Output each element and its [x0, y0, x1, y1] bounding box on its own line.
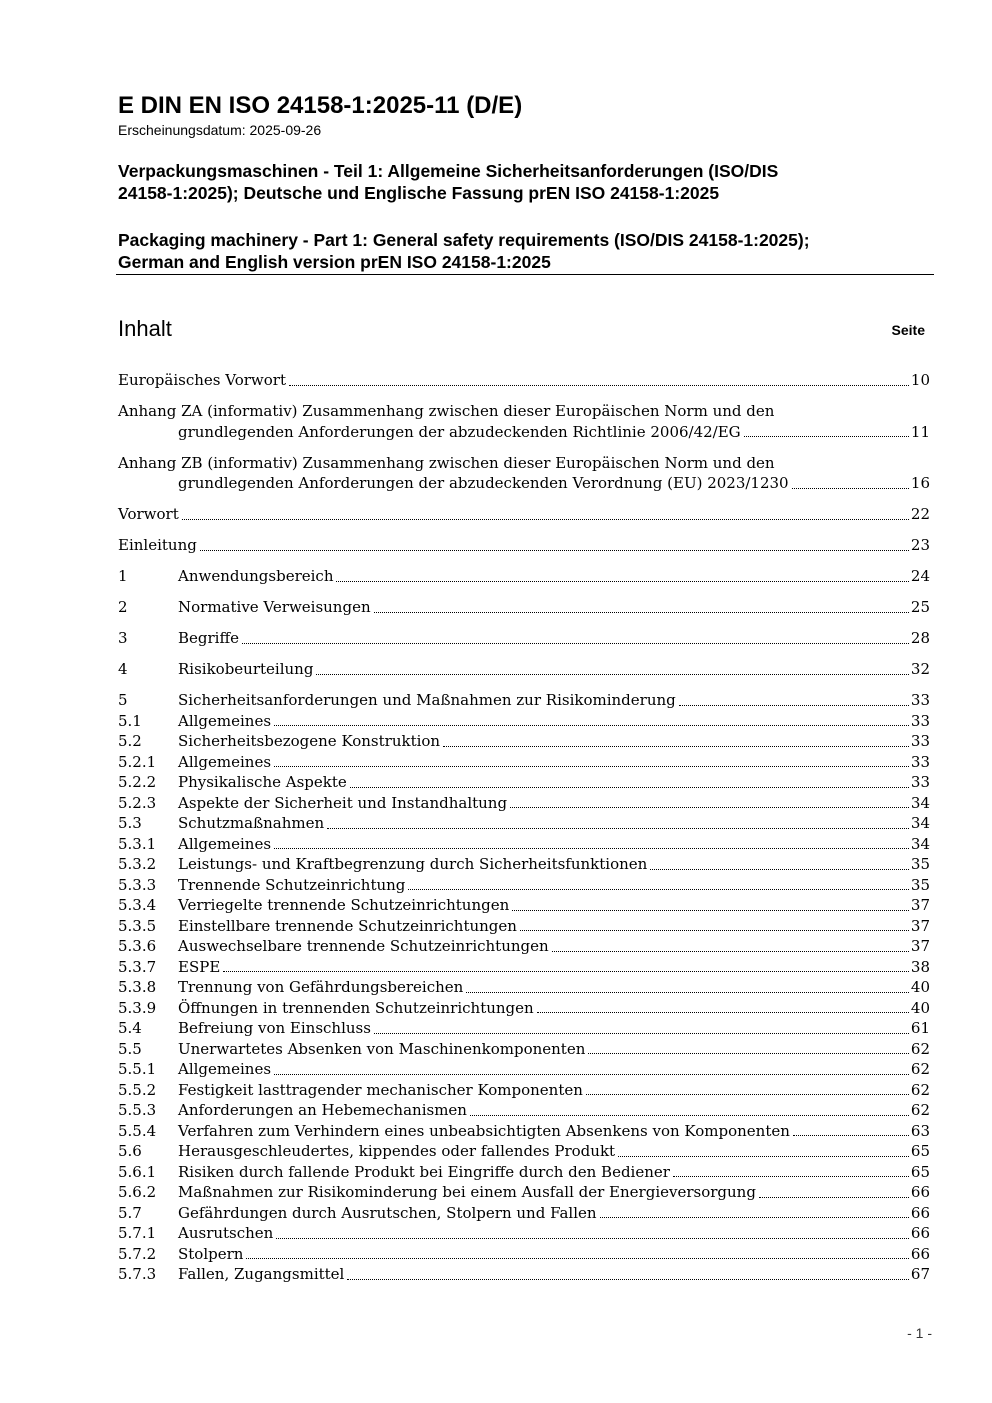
annex-zb-line-1: Anhang ZB (informativ) Zusammenhang zwischen dieser Europäischen Norm und den [118, 453, 775, 472]
toc-entry-number: 5.3.5 [118, 916, 157, 935]
toc-entry-number: 5.2.3 [118, 793, 157, 812]
toc-entry-title: Gefährdungen durch Ausrutschen, Stolpern und Fallen [178, 1203, 597, 1222]
toc-entry-title: Fallen, Zugangsmittel [178, 1265, 345, 1283]
toc-entry[interactable] [118, 793, 930, 814]
toc-entry-title: Öffnungen in trennenden Schutzeinrichtungen [178, 998, 534, 1017]
toc-entry-page: 35 [910, 855, 930, 873]
title-english-line-1: Packaging machinery - Part 1: General safety requirements (ISO/DIS 24158-1:2025); [118, 230, 810, 250]
toc-leader-dots [274, 766, 909, 767]
title-english-line-2: German and English version prEN ISO 24158-1:2025 [118, 252, 551, 272]
toc-leader-dots [537, 1012, 909, 1013]
toc-entry-page: 62 [910, 1060, 930, 1078]
toc-entry-number: 5.3.1 [118, 834, 157, 853]
toc-leader-dots [588, 1053, 909, 1054]
toc-entry[interactable] [118, 1039, 930, 1060]
toc-entry-number: 5.2.2 [118, 773, 157, 791]
annex-za-line-2: grundlegenden Anforderungen der abzudeckenden Richtlinie 2006/42/EG [178, 422, 741, 441]
toc-entry-page: 28 [910, 629, 930, 647]
toc-leader-dots [347, 1279, 909, 1280]
toc-leader-dots [600, 1217, 909, 1218]
toc-entry[interactable] [118, 711, 930, 732]
toc-leader-dots [673, 1176, 909, 1177]
toc-entry-page: 33 [910, 752, 930, 771]
toc-entry-number: 5.3.4 [118, 896, 157, 914]
toc-leader-dots [374, 1033, 909, 1034]
toc-entry-page: 33 [910, 732, 930, 750]
toc-entry[interactable] [118, 1182, 930, 1203]
toc-entry[interactable] [118, 1080, 930, 1101]
toc-entry[interactable] [118, 957, 930, 978]
toc-leader-dots [618, 1156, 909, 1157]
toc-entry-title: Verriegelte trennende Schutzeinrichtungen [178, 896, 510, 914]
toc-leader-dots [276, 1238, 909, 1239]
toc-entry[interactable] [118, 1203, 930, 1224]
toc-entry-number: 5.5.2 [118, 1080, 157, 1099]
toc-entry-number: 5.7.3 [118, 1265, 157, 1283]
toc-entry-number: 5.6 [118, 1142, 142, 1160]
toc-leader-dots [246, 1258, 908, 1259]
toc-entry-page: 66 [910, 1224, 930, 1242]
toc-entry-number: 5.6.1 [118, 1162, 157, 1181]
publication-date: Erscheinungsdatum: 2025-09-26 [118, 122, 322, 138]
toc-leader-dots [274, 848, 909, 849]
toc-entry-title: Schutzmaßnahmen [178, 814, 325, 832]
toc-entry-number: 5.3.7 [118, 957, 157, 976]
toc-entry-title: Festigkeit lasttragender mechanischer Komponenten [178, 1080, 583, 1099]
toc-entry[interactable] [118, 998, 930, 1019]
toc-entry-title: Risikobeurteilung [178, 660, 314, 678]
toc-leader-dots [350, 787, 909, 788]
toc-entry-page: 62 [910, 1080, 930, 1099]
toc-entry-page: 34 [910, 814, 930, 832]
toc-entry[interactable] [118, 1141, 930, 1162]
toc-leader-dots [242, 643, 909, 644]
toc-heading: Inhalt [118, 316, 172, 341]
toc-entry-title: Allgemeines [178, 1060, 272, 1078]
toc-entry-number: 5.5.1 [118, 1060, 157, 1078]
toc-entry[interactable] [118, 1223, 930, 1244]
toc-entry-title: Allgemeines [178, 711, 272, 730]
toc-leader-dots [470, 1115, 909, 1116]
toc-entry[interactable] [118, 1100, 930, 1121]
toc-entry-number: 1 [118, 567, 128, 585]
toc-leader-dots [374, 612, 909, 613]
toc-leader-dots [336, 581, 908, 582]
toc-entry-number: 5.2 [118, 732, 142, 750]
toc-entry-page: 66 [910, 1183, 930, 1201]
toc-entry-number: 5.4 [118, 1019, 142, 1037]
toc-entry-number: 5.3.8 [118, 978, 157, 996]
toc-entry-number: 5.7.1 [118, 1224, 157, 1242]
toc-entry-number: 3 [118, 629, 128, 647]
toc-entry-title: Normative Verweisungen [178, 598, 371, 616]
toc-entry-number: 5.6.2 [118, 1183, 157, 1201]
toc-leader-dots [274, 725, 909, 726]
toc-entry-page: 66 [910, 1244, 930, 1263]
toc-leader-dots [443, 746, 909, 747]
toc-entry[interactable] [118, 916, 930, 937]
toc-entry-number: 5.5.3 [118, 1101, 157, 1119]
toc-entry-page: 65 [910, 1142, 930, 1160]
toc-entry[interactable] [118, 1059, 930, 1080]
toc-leader-dots [316, 674, 908, 675]
toc-entry-page: 33 [910, 691, 930, 709]
toc-leader-dots [512, 910, 909, 911]
toc-entry-number: 5.7.2 [118, 1244, 157, 1263]
toc-entry-title: Maßnahmen zur Risikominderung bei einem Ausfall der Energieversorgung [178, 1183, 756, 1201]
toc-entry-title: Einstellbare trennende Schutzeinrichtungen [178, 916, 517, 935]
toc-entry-title: Sicherheitsanforderungen und Maßnahmen zur Risikominderung [178, 691, 676, 709]
toc-entry-title: Anwendungsbereich [178, 567, 334, 585]
toc-entry-title: Unerwartetes Absenken von Maschinenkomponenten [178, 1039, 586, 1058]
toc-entry-page: 11 [910, 422, 930, 441]
toc-entry-page: 40 [910, 998, 930, 1017]
toc-entry-annex-za[interactable] [118, 401, 930, 442]
toc-entry-title: Einleitung [118, 536, 197, 554]
toc-entry[interactable] [118, 1121, 930, 1142]
toc-entry-number: 5.1 [118, 711, 142, 730]
document-id: E DIN EN ISO 24158-1:2025-11 (D/E) [118, 92, 523, 119]
toc-entry-page: 16 [910, 474, 930, 492]
toc-entry-page: 61 [910, 1019, 930, 1037]
toc-entry-number: 5.3.2 [118, 855, 157, 873]
toc-entry-title: Trennende Schutzeinrichtung [178, 875, 406, 894]
toc-entry-title: Begriffe [178, 629, 240, 647]
toc-entry[interactable] [118, 875, 930, 896]
toc-entry-page: 63 [910, 1121, 930, 1140]
toc-entry-page: 34 [910, 793, 930, 812]
toc-entry-page: 62 [910, 1039, 930, 1058]
toc-leader-dots [274, 1074, 909, 1075]
title-german-line-1: Verpackungsmaschinen - Teil 1: Allgemeine Sicherheitsanforderungen (ISO/DIS [118, 161, 779, 181]
toc-entry-title: Aspekte der Sicherheit und Instandhaltung [178, 793, 508, 812]
toc-entry-number: 2 [118, 598, 128, 616]
toc-entry-number: 5 [118, 691, 128, 709]
toc-leader-dots [408, 889, 909, 890]
toc-leader-dots [200, 550, 909, 551]
toc-entry-title: Stolpern [178, 1244, 244, 1263]
toc-entry-page: 35 [910, 875, 930, 894]
toc-entry-title: Allgemeines [178, 834, 272, 853]
toc-section-list [118, 566, 930, 1285]
toc-entry-annex-zb[interactable] [118, 453, 930, 494]
toc-entry-title: ESPE [178, 957, 221, 976]
toc-entry-title: Verfahren zum Verhindern eines unbeabsichtigten Absenkens von Komponenten [178, 1121, 790, 1140]
toc-entry[interactable] [118, 895, 930, 916]
toc-entry-page: 25 [910, 598, 930, 616]
toc-entry[interactable] [118, 772, 930, 793]
toc-entry-number: 5.3.9 [118, 998, 157, 1017]
toc-leader-dots [466, 992, 909, 993]
toc-leader-dots [744, 436, 909, 437]
toc-entry[interactable] [118, 1018, 930, 1039]
toc-entry-page: 37 [910, 896, 930, 914]
toc-entry-page: 22 [910, 505, 930, 523]
title-german [118, 160, 934, 204]
toc-entry-page: 10 [910, 371, 930, 389]
toc-leader-dots [552, 951, 909, 952]
toc-entry-vorwort[interactable] [118, 504, 930, 525]
toc-entry-page: 37 [910, 937, 930, 955]
toc-entry-page: 66 [910, 1203, 930, 1222]
toc-entry-page: 33 [910, 711, 930, 730]
toc-entry-title: Physikalische Aspekte [178, 773, 347, 791]
annex-za-line-1: Anhang ZA (informativ) Zusammenhang zwischen dieser Europäischen Norm und den [118, 402, 775, 420]
title-english [118, 229, 934, 273]
toc-entry-title: Ausrutschen [178, 1224, 274, 1242]
toc-entry-number: 4 [118, 660, 128, 678]
toc-entry-page: 23 [910, 536, 930, 554]
toc-entry-page: 65 [910, 1162, 930, 1181]
toc-leader-dots [510, 807, 909, 808]
toc-entry[interactable] [118, 854, 930, 875]
toc-entry[interactable] [118, 659, 930, 680]
toc-leader-dots [327, 828, 909, 829]
toc-leader-dots [650, 869, 909, 870]
toc-entry[interactable] [118, 813, 930, 834]
toc-entry-title: Auswechselbare trennende Schutzeinrichtungen [178, 937, 549, 955]
toc-entry-page: 24 [910, 567, 930, 585]
toc-entry-title: Sicherheitsbezogene Konstruktion [178, 732, 441, 750]
toc-entry-title: Trennung von Gefährdungsbereichen [178, 978, 464, 996]
toc-entry[interactable] [118, 1264, 930, 1285]
toc-entry-page: 40 [910, 978, 930, 996]
page-number: - 1 - [907, 1325, 932, 1341]
toc-leader-dots [679, 705, 909, 706]
toc-leader-dots [793, 1135, 909, 1136]
toc-leader-dots [759, 1197, 909, 1198]
toc-entry[interactable] [118, 834, 930, 855]
toc-entry-number: 5.5.4 [118, 1121, 157, 1140]
toc-entry-page: 32 [910, 660, 930, 678]
toc-entry[interactable] [118, 1162, 930, 1183]
toc-entry-title: Befreiung von Einschluss [178, 1019, 371, 1037]
toc-entry-number: 5.3 [118, 814, 142, 832]
toc-entry[interactable] [118, 628, 930, 649]
toc-page-column-label: Seite [891, 322, 925, 338]
toc-entry-page: 38 [910, 957, 930, 976]
toc-entry-number: 5.2.1 [118, 752, 157, 771]
toc-entry[interactable] [118, 977, 930, 998]
toc-entry-page: 37 [910, 916, 930, 935]
toc-entry[interactable] [118, 1244, 930, 1265]
toc-entry-number: 5.5 [118, 1039, 142, 1058]
toc-entry-title: Herausgeschleudertes, kippendes oder fallendes Produkt [178, 1142, 616, 1160]
toc-entry-title: Europäisches Vorwort [118, 371, 286, 389]
title-german-line-2: 24158-1:2025); Deutsche und Englische Fassung prEN ISO 24158-1:2025 [118, 183, 720, 203]
table-of-contents [118, 370, 930, 1285]
header-divider [116, 274, 934, 275]
toc-entry-title: Vorwort [118, 505, 179, 523]
annex-zb-line-2: grundlegenden Anforderungen der abzudeckenden Verordnung (EU) 2023/1230 [178, 474, 789, 492]
toc-entry-page: 67 [910, 1265, 930, 1283]
toc-entry[interactable] [118, 731, 930, 752]
toc-entry-number: 5.7 [118, 1203, 142, 1222]
toc-leader-dots [182, 519, 909, 520]
toc-leader-dots [520, 930, 909, 931]
toc-entry[interactable] [118, 566, 930, 587]
toc-entry-page: 33 [910, 773, 930, 791]
toc-leader-dots [586, 1094, 909, 1095]
toc-entry[interactable] [118, 936, 930, 957]
toc-entry-europaeisches-vorwort[interactable] [118, 370, 930, 391]
toc-leader-dots [223, 971, 909, 972]
toc-leader-dots [289, 385, 909, 386]
toc-entry-number: 5.3.3 [118, 875, 157, 894]
toc-entry-title: Allgemeines [178, 752, 272, 771]
toc-entry[interactable] [118, 597, 930, 618]
toc-entry[interactable] [118, 752, 930, 773]
toc-entry-page: 62 [910, 1101, 930, 1119]
toc-leader-dots [792, 488, 909, 489]
toc-entry[interactable] [118, 690, 930, 711]
toc-entry-number: 5.3.6 [118, 937, 157, 955]
toc-entry-page: 34 [910, 834, 930, 853]
toc-entry-einleitung[interactable] [118, 535, 930, 556]
toc-entry-title: Leistungs- und Kraftbegrenzung durch Sicherheitsfunktionen [178, 855, 648, 873]
toc-entry-title: Anforderungen an Hebemechanismen [178, 1101, 467, 1119]
toc-entry-title: Risiken durch fallende Produkt bei Eingriffe durch den Bediener [178, 1162, 670, 1181]
